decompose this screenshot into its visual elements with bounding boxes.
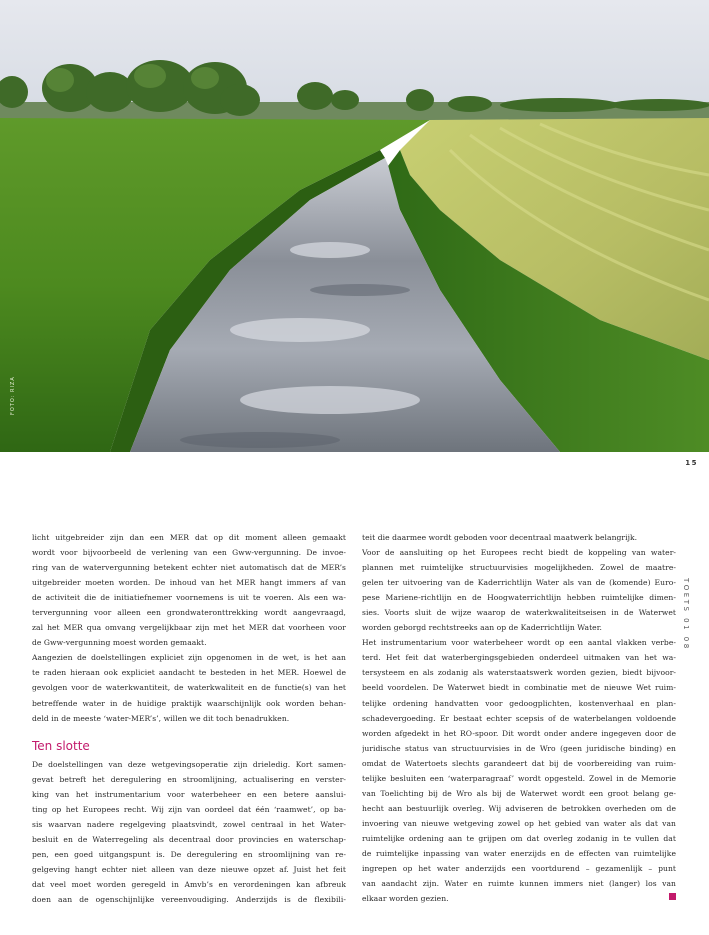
text-line: van Toelichting bij de Wro als bij de Waterwet wordt een groot belang ge- bbox=[362, 788, 676, 798]
text-line: sis waarvan nadere regelgeving plaatsvindt, zowel centraal in het Water- bbox=[32, 819, 346, 829]
text-line: licht uitgebreider zijn dan een MER dat op dit moment alleen gemaakt bbox=[32, 533, 346, 542]
text-line: gelen ter uitvoering van de Kaderrichtlijn Water als van de (komende) Euro- bbox=[362, 578, 676, 588]
text-line: worden geborgd rechtstreeks aan op de Kaderrichtlijn Water. bbox=[362, 623, 603, 633]
text-line: besluit en de Waterregeling als decentraal door provincies en waterschap- bbox=[32, 834, 346, 844]
photo-credit: FOTO: RIZA bbox=[10, 376, 16, 415]
text-line: telijke ordening handvatten voor gedoogplichten, kostenverhaal en plan- bbox=[362, 698, 676, 708]
text-line: De doelstellingen van deze wetgevingsoperatie zijn drieledig. Kort samen- bbox=[32, 759, 346, 769]
text-line: gelgeving hangt echter niet alleen van deze nieuwe opzet af. Juist het feit bbox=[32, 864, 346, 874]
text-line: gevat betreft het deregulering en stroomlijning, actualisering en verster- bbox=[32, 774, 346, 784]
paragraph bbox=[362, 530, 676, 545]
text-line: tervergunning voor alleen een grondwateronttrekking wordt aangevraagd, bbox=[32, 608, 346, 618]
article-end-marker bbox=[669, 893, 676, 900]
text-line: omdat de Watertoets slechts garandeert dat bij de voorbereiding van ruim- bbox=[362, 758, 676, 768]
text-line: schadevergoeding. Er bestaat echter scepsis of de waterbelangen voldoende bbox=[362, 713, 676, 723]
paragraph bbox=[362, 545, 676, 635]
text-line: sies. Voorts sluit de wijze waarop de waterkwaliteitseisen in de Waterwet bbox=[362, 608, 676, 618]
running-head: TOETS 01 08 bbox=[682, 578, 690, 651]
text-line: dat veel moet worden geregeld in Amvb’s en verordeningen kan afbreuk bbox=[32, 879, 346, 889]
section-heading: Ten slotte bbox=[32, 738, 90, 753]
text-line: Voor de aansluiting op het Europees recht biedt de koppeling van water- bbox=[362, 548, 676, 558]
text-line: invoering van nieuwe wetgeving zowel op het gebied van water als dat van bbox=[362, 818, 676, 828]
text-line: ingrepen op het water anderzijds een voortdurend – gezamenlijk – punt bbox=[362, 864, 676, 874]
paragraph bbox=[32, 530, 346, 650]
text-line: Het instrumentarium voor waterbeheer wordt op een aantal vlakken verbe- bbox=[362, 638, 676, 648]
text-line: wordt voor bijvoorbeeld de verlening van een Gww-vergunning. De invoe- bbox=[32, 548, 346, 558]
text-line: tersysteem en als zodanig als waterstaatswerk worden gezien, biedt bijvoor- bbox=[362, 668, 676, 678]
paragraph bbox=[32, 650, 346, 725]
text-line: doen aan de ogenschijnlijke vereenvoudiging. Anderzijds is de flexibili- bbox=[32, 895, 346, 905]
text-line: beeld voordelen. De Waterwet biedt in combinatie met de nieuwe Wet ruim- bbox=[362, 683, 676, 693]
text-line: teit die daarmee wordt geboden voor decentraal maatwerk belangrijk. bbox=[362, 533, 638, 542]
text-line: telijke besluiten een ‘waterparagraaf’ wordt opgesteld. Zowel in de Memorie bbox=[362, 773, 676, 783]
text-line: plannen met ruimtelijke structuurvisies mogelijkheden. Zowel de maatre- bbox=[362, 563, 676, 573]
text-line: king van het instrumentarium voor waterbeheer en een betere aanslui- bbox=[32, 789, 346, 799]
text-line: betreffende water in de huidige praktijk waarschijnlijk ook worden behan- bbox=[32, 698, 346, 708]
text-line: ruimtelijke ordening aan te grijpen om dat overleg zodanig in te vullen dat bbox=[362, 833, 676, 843]
text-line: worden afgedekt in het RO-spoor. Dit wordt onder andere ingegeven door de bbox=[362, 728, 676, 738]
text-line: de ruimtelijke inpassing van water enerzijds en de effecten van ruimtelijke bbox=[362, 848, 676, 858]
text-line: de Gww-vergunning moest worden gemaakt. bbox=[32, 638, 207, 648]
text-line: ring van de watervergunning betekent echter niet automatisch dat de MER’s bbox=[32, 563, 346, 573]
text-line: pese Mariene-richtlijn en de Hoogwaterrichtlijn hebben ruimtelijke dimen- bbox=[362, 593, 676, 603]
text-line: te raden hieraan ook expliciet aandacht te besteden in het MER. Hoewel de bbox=[32, 668, 346, 678]
page-number: 15 bbox=[685, 459, 698, 467]
paragraph bbox=[32, 757, 346, 907]
text-line: ting op het Europees recht. Wij zijn van oordeel dat één ‘raamwet’, op ba- bbox=[32, 804, 346, 814]
text-line: hecht aan bestuurlijk overleg. Wij adviseren de betrokken overheden om de bbox=[362, 803, 676, 813]
text-line: pen, een goed uitgangspunt is. De deregulering en stroomlijning van re- bbox=[32, 849, 346, 859]
text-line: zal het MER qua omvang vergelijkbaar zijn met het MER dat voorheen voor bbox=[32, 623, 346, 633]
text-line: van aandacht zijn. Water en ruimte kunnen immers niet (langer) los van bbox=[362, 879, 676, 889]
text-line: terd. Het feit dat waterbergingsgebieden onderdeel uitmaken van het wa- bbox=[362, 653, 676, 663]
text-line: de activiteit die de initiatiefnemer voornemens is uit te voeren. Als een wa- bbox=[32, 593, 346, 603]
text-line: uitgebreider moeten worden. De inhoud van het MER hangt immers af van bbox=[32, 578, 346, 588]
text-line: Aangezien de doelstellingen expliciet zijn opgenomen in de wet, is het aan bbox=[32, 653, 346, 663]
text-line: elkaar worden gezien. bbox=[362, 894, 449, 904]
paragraph bbox=[362, 635, 676, 906]
text-line: gevolgen voor de waterkwantiteit, de waterkwaliteit en de functie(s) van het bbox=[32, 683, 346, 693]
text-line: juridische status van structuurvisies in de Wro (geen juridische binding) en bbox=[362, 743, 676, 753]
text-line: deld in de meeste ‘water-MER’s’, willen we dit toch benadrukken. bbox=[32, 713, 290, 723]
landscape-photo bbox=[0, 0, 709, 452]
left-column bbox=[32, 530, 346, 907]
right-column bbox=[362, 530, 676, 906]
